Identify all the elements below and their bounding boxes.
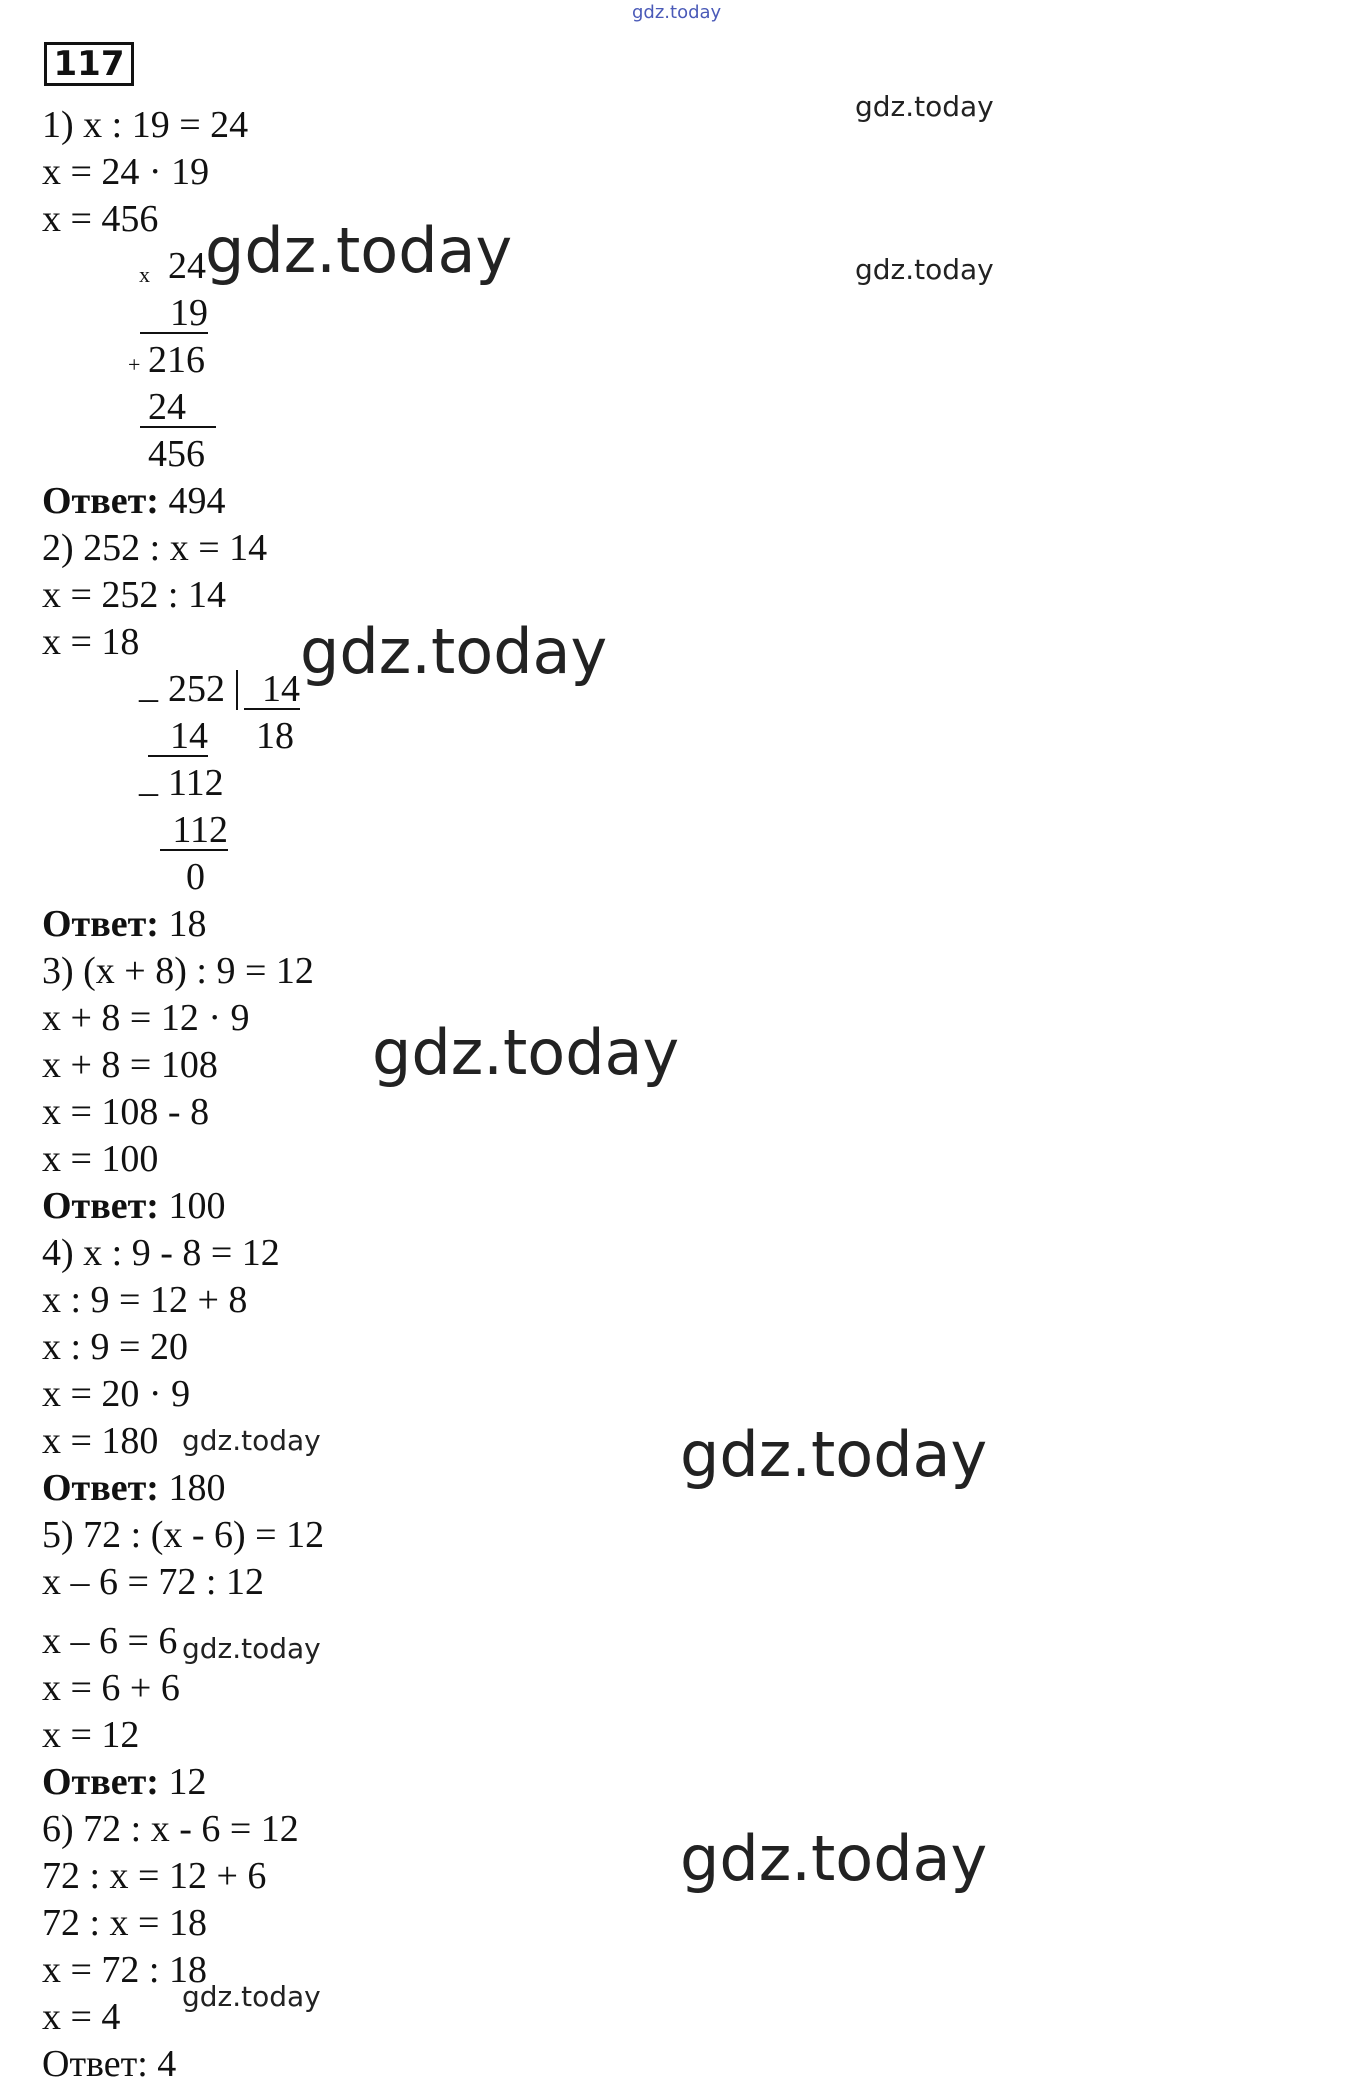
- p1-factor-a: 24: [168, 245, 206, 287]
- top-watermark: gdz.today: [632, 2, 722, 23]
- watermark: gdz.today: [182, 1980, 321, 2013]
- p2-line-3: x = 18: [42, 621, 140, 663]
- p5-answer: [42, 1763, 206, 1801]
- p6-line-5: x = 4: [42, 1996, 121, 2038]
- p6-line-3: 72 : x = 18: [42, 1902, 207, 1944]
- p1-line-1: 1) x : 19 = 24: [42, 104, 249, 146]
- answer-label: Ответ:: [42, 480, 159, 522]
- p2-remainder-1: 112: [168, 762, 224, 804]
- answer-label: Ответ:: [42, 1467, 159, 1509]
- p1-factor-b: 19: [140, 294, 208, 334]
- watermark: gdz.today: [680, 1418, 988, 1491]
- p1-line-3: x = 456: [42, 198, 159, 240]
- p3-line-4: x = 108 - 8: [42, 1091, 210, 1133]
- p4-line-4: x = 20 · 9: [42, 1373, 191, 1415]
- p3-line-3: x + 8 = 108: [42, 1044, 218, 1086]
- p2-sub-1: 14: [148, 717, 208, 757]
- watermark: gdz.today: [680, 1822, 988, 1895]
- answer-value: 494: [168, 480, 226, 522]
- p2-minus-2: _: [139, 758, 158, 800]
- p4-line-3: x : 9 = 20: [42, 1326, 188, 1368]
- p2-line-1: 2) 252 : x = 14: [42, 527, 268, 569]
- watermark: gdz.today: [205, 214, 513, 287]
- p6-line-1: 6) 72 : x - 6 = 12: [42, 1808, 299, 1850]
- answer-label: Ответ:: [42, 1185, 159, 1227]
- answer-label: Ответ:: [42, 1761, 159, 1803]
- p6-answer: Ответ: 4: [42, 2043, 177, 2085]
- p5-line-4: x = 6 + 6: [42, 1667, 180, 1709]
- p1-plus-sign: +: [128, 352, 141, 377]
- p1-line-2: x = 24 · 19: [42, 151, 210, 193]
- watermark: gdz.today: [855, 90, 994, 123]
- p5-line-5: x = 12: [42, 1714, 140, 1756]
- p3-answer: [42, 1187, 225, 1225]
- p2-remainder-final: 0: [186, 856, 205, 898]
- watermark: gdz.today: [372, 1016, 680, 1089]
- p3-line-1: 3) (x + 8) : 9 = 12: [42, 950, 314, 992]
- watermark: gdz.today: [300, 615, 608, 688]
- answer-value: 100: [168, 1185, 226, 1227]
- p2-division-bar: [236, 670, 238, 710]
- answer-value: 12: [168, 1761, 207, 1803]
- p4-line-5: x = 180: [42, 1420, 159, 1462]
- p1-partial-2: 24: [140, 388, 216, 428]
- p2-sub-2: 112: [160, 811, 228, 851]
- p5-line-3: x – 6 = 6: [42, 1620, 178, 1662]
- watermark: gdz.today: [182, 1632, 321, 1665]
- p1-mult-sign: x: [139, 262, 150, 287]
- p1-result: 456: [148, 433, 205, 475]
- watermark: gdz.today: [182, 1424, 321, 1457]
- p2-divisor: 14: [244, 670, 300, 710]
- p1-answer: [42, 482, 225, 520]
- p4-answer: [42, 1469, 225, 1507]
- answer-value: 180: [168, 1467, 226, 1509]
- p5-line-2: x – 6 = 72 : 12: [42, 1561, 264, 1603]
- p4-line-1: 4) x : 9 - 8 = 12: [42, 1232, 280, 1274]
- p2-answer: [42, 905, 206, 943]
- p1-partial-1: 216: [148, 339, 205, 381]
- p5-line-1: 5) 72 : (x - 6) = 12: [42, 1514, 325, 1556]
- p2-minus-1: _: [139, 664, 158, 706]
- p3-line-2: x + 8 = 12 · 9: [42, 997, 250, 1039]
- task-number: 117: [44, 42, 134, 86]
- answer-label: Ответ:: [42, 903, 159, 945]
- answer-value: 18: [168, 903, 207, 945]
- p2-dividend: 252: [168, 668, 225, 710]
- p4-line-2: x : 9 = 12 + 8: [42, 1279, 248, 1321]
- p3-line-5: x = 100: [42, 1138, 159, 1180]
- p2-line-2: x = 252 : 14: [42, 574, 226, 616]
- p6-line-4: x = 72 : 18: [42, 1949, 207, 1991]
- p2-quotient: 18: [256, 715, 294, 757]
- watermark: gdz.today: [855, 253, 994, 286]
- p6-line-2: 72 : x = 12 + 6: [42, 1855, 267, 1897]
